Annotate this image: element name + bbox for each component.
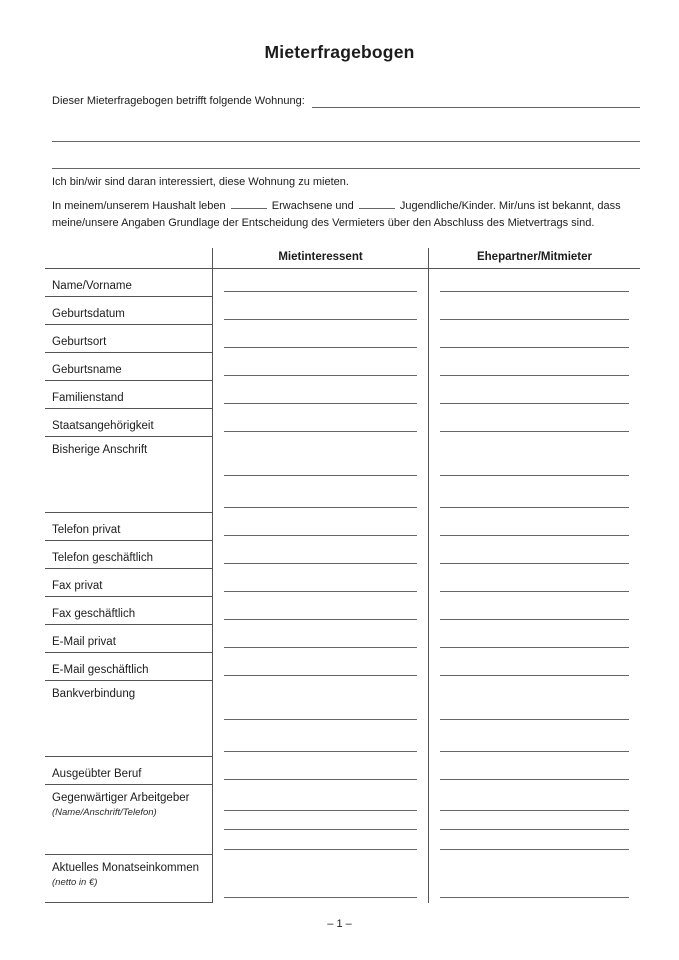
row-label: Geburtsort (52, 336, 107, 348)
row-label: E-Mail privat (52, 636, 116, 648)
input-cell-mietinteressent (212, 269, 428, 297)
input-cell-ehepartner (428, 409, 640, 437)
apartment-input-line-2[interactable] (52, 127, 640, 142)
input-cell-ehepartner (428, 381, 640, 409)
adults-count-field[interactable] (231, 197, 267, 209)
fill-line-mietinteressent[interactable] (224, 443, 417, 476)
fill-line-mietinteressent[interactable] (224, 830, 417, 850)
fill-line-ehepartner[interactable] (440, 811, 629, 831)
input-cell-ehepartner (428, 597, 640, 625)
fill-line-ehepartner[interactable] (440, 791, 629, 811)
household-text-part2: Erwachsene und (271, 200, 354, 212)
row-label: Geburtsname (52, 364, 122, 376)
fill-line-ehepartner[interactable] (440, 331, 629, 348)
row-label-cell (45, 297, 212, 325)
input-cell-ehepartner (428, 269, 640, 297)
row-label-cell (45, 541, 212, 569)
apartment-input-line[interactable] (312, 93, 640, 108)
input-cell-ehepartner (428, 681, 640, 757)
row-label: Gegenwärtiger Arbeitgeber (52, 792, 190, 804)
table-row (45, 681, 640, 757)
input-cell-ehepartner (428, 353, 640, 381)
table-row (45, 757, 640, 785)
apartment-label: Dieser Mieterfragebogen betrifft folgende Wohnung: (52, 95, 305, 107)
row-label: Telefon geschäftlich (52, 552, 154, 564)
input-cell-ehepartner (428, 855, 640, 903)
fill-line-mietinteressent[interactable] (224, 359, 417, 376)
fill-line-ehepartner[interactable] (440, 547, 629, 564)
row-label-cell (45, 597, 212, 625)
row-label: Fax privat (52, 580, 103, 592)
row-sublabel: (Name/Anschrift/Telefon) (52, 807, 157, 818)
fill-line-mietinteressent[interactable] (224, 811, 417, 831)
column-header-ehepartner-mitmieter: Ehepartner/Mitmieter (428, 248, 640, 268)
row-label: Telefon privat (52, 524, 121, 536)
table-row (45, 569, 640, 597)
input-cell-ehepartner (428, 625, 640, 653)
fill-line-mietinteressent[interactable] (224, 575, 417, 592)
fill-line-ehepartner[interactable] (440, 830, 629, 850)
row-label-cell (45, 269, 212, 297)
children-count-field[interactable] (359, 197, 395, 209)
table-row (45, 269, 640, 297)
fill-line-ehepartner[interactable] (440, 387, 629, 404)
household-paragraph (52, 197, 642, 231)
fill-line-mietinteressent[interactable] (224, 861, 417, 898)
fill-line-ehepartner[interactable] (440, 519, 629, 536)
interest-sentence: Ich bin/wir sind daran interessiert, diese Wohnung zu mieten. (52, 176, 349, 188)
fill-line-mietinteressent[interactable] (224, 659, 417, 676)
row-label: Ausgeübter Beruf (52, 768, 142, 780)
applicant-table (45, 248, 640, 903)
column-header-mietinteressent: Mietinteressent (212, 248, 428, 268)
fill-line-ehepartner[interactable] (440, 303, 629, 320)
input-cell-mietinteressent (212, 409, 428, 437)
input-cell-mietinteressent (212, 569, 428, 597)
row-label: Staatsangehörigkeit (52, 420, 154, 432)
fill-line-mietinteressent[interactable] (224, 519, 417, 536)
input-cell-mietinteressent (212, 653, 428, 681)
fill-line-mietinteressent[interactable] (224, 275, 417, 292)
row-label-cell (45, 757, 212, 785)
table-row (45, 381, 640, 409)
input-cell-ehepartner (428, 757, 640, 785)
fill-line-mietinteressent[interactable] (224, 331, 417, 348)
input-cell-mietinteressent (212, 597, 428, 625)
table-header-row (45, 248, 640, 269)
table-row (45, 513, 640, 541)
row-label-cell (45, 325, 212, 353)
fill-line-mietinteressent[interactable] (224, 791, 417, 811)
fill-line-ehepartner[interactable] (440, 275, 629, 292)
row-label: E-Mail geschäftlich (52, 664, 149, 676)
fill-line-mietinteressent[interactable] (224, 720, 417, 753)
input-cell-mietinteressent (212, 297, 428, 325)
row-label: Geburtsdatum (52, 308, 125, 320)
fill-line-mietinteressent[interactable] (224, 547, 417, 564)
table-row (45, 325, 640, 353)
fill-line-mietinteressent[interactable] (224, 387, 417, 404)
page-number: – 1 – (327, 918, 352, 930)
row-label: Bankverbindung (52, 688, 136, 700)
input-cell-mietinteressent (212, 855, 428, 903)
row-label-cell (45, 409, 212, 437)
table-header-label-spacer (45, 248, 212, 268)
input-cell-ehepartner (428, 513, 640, 541)
fill-line-ehepartner[interactable] (440, 631, 629, 648)
household-text-part1: In meinem/unserem Haushalt leben (52, 200, 226, 212)
input-cell-mietinteressent (212, 381, 428, 409)
apartment-line (52, 93, 640, 108)
table-row (45, 353, 640, 381)
table-row (45, 409, 640, 437)
input-cell-mietinteressent (212, 513, 428, 541)
row-label-cell (45, 785, 212, 855)
page-title: Mieterfragebogen (264, 42, 415, 62)
row-label-cell (45, 653, 212, 681)
row-label: Aktuelles Monatseinkommen (52, 862, 200, 874)
fill-line-ehepartner[interactable] (440, 720, 629, 753)
table-body (45, 269, 640, 903)
fill-line-ehepartner[interactable] (440, 443, 629, 476)
fill-line-mietinteressent[interactable] (224, 631, 417, 648)
household-text-part3: Jugendliche/Kinder. Mir/uns ist bekannt, dass meine/unsere Angaben Grundlage der Entscheidung des Vermieters über den Abschluss des Mietvertrags sind. (52, 200, 621, 229)
input-cell-ehepartner (428, 653, 640, 681)
input-cell-ehepartner (428, 569, 640, 597)
input-cell-ehepartner (428, 541, 640, 569)
fill-line-ehepartner[interactable] (440, 603, 629, 620)
row-sublabel: (netto in €) (52, 877, 98, 888)
fill-line-mietinteressent[interactable] (224, 476, 417, 509)
table-row (45, 541, 640, 569)
table-row (45, 855, 640, 903)
fill-line-ehepartner[interactable] (440, 687, 629, 720)
fill-line-mietinteressent[interactable] (224, 687, 417, 720)
table-row (45, 653, 640, 681)
fill-line-ehepartner[interactable] (440, 659, 629, 676)
row-label-cell (45, 681, 212, 757)
input-cell-ehepartner (428, 297, 640, 325)
input-cell-mietinteressent (212, 325, 428, 353)
input-cell-ehepartner (428, 785, 640, 855)
fill-line-ehepartner[interactable] (440, 575, 629, 592)
apartment-input-line-3[interactable] (52, 154, 640, 169)
fill-line-ehepartner[interactable] (440, 861, 629, 898)
row-label-cell (45, 381, 212, 409)
input-cell-mietinteressent (212, 757, 428, 785)
fill-line-ehepartner[interactable] (440, 415, 629, 432)
row-label: Familienstand (52, 392, 124, 404)
row-label-cell (45, 437, 212, 513)
fill-line-mietinteressent[interactable] (224, 303, 417, 320)
table-row (45, 597, 640, 625)
table-row (45, 297, 640, 325)
row-label-cell (45, 513, 212, 541)
input-cell-mietinteressent (212, 541, 428, 569)
input-cell-mietinteressent (212, 437, 428, 513)
fill-line-ehepartner[interactable] (440, 476, 629, 509)
row-label-cell (45, 625, 212, 653)
row-label: Fax geschäftlich (52, 608, 136, 620)
fill-line-mietinteressent[interactable] (224, 763, 417, 780)
fill-line-mietinteressent[interactable] (224, 603, 417, 620)
input-cell-mietinteressent (212, 681, 428, 757)
fill-line-ehepartner[interactable] (440, 359, 629, 376)
row-label-cell (45, 569, 212, 597)
input-cell-mietinteressent (212, 785, 428, 855)
fill-line-ehepartner[interactable] (440, 763, 629, 780)
table-row (45, 785, 640, 855)
table-row (45, 625, 640, 653)
table-row (45, 437, 640, 513)
input-cell-ehepartner (428, 325, 640, 353)
input-cell-mietinteressent (212, 625, 428, 653)
input-cell-ehepartner (428, 437, 640, 513)
row-label: Bisherige Anschrift (52, 444, 148, 456)
row-label-cell (45, 855, 212, 903)
row-label-cell (45, 353, 212, 381)
row-label: Name/Vorname (52, 280, 132, 292)
fill-line-mietinteressent[interactable] (224, 415, 417, 432)
input-cell-mietinteressent (212, 353, 428, 381)
